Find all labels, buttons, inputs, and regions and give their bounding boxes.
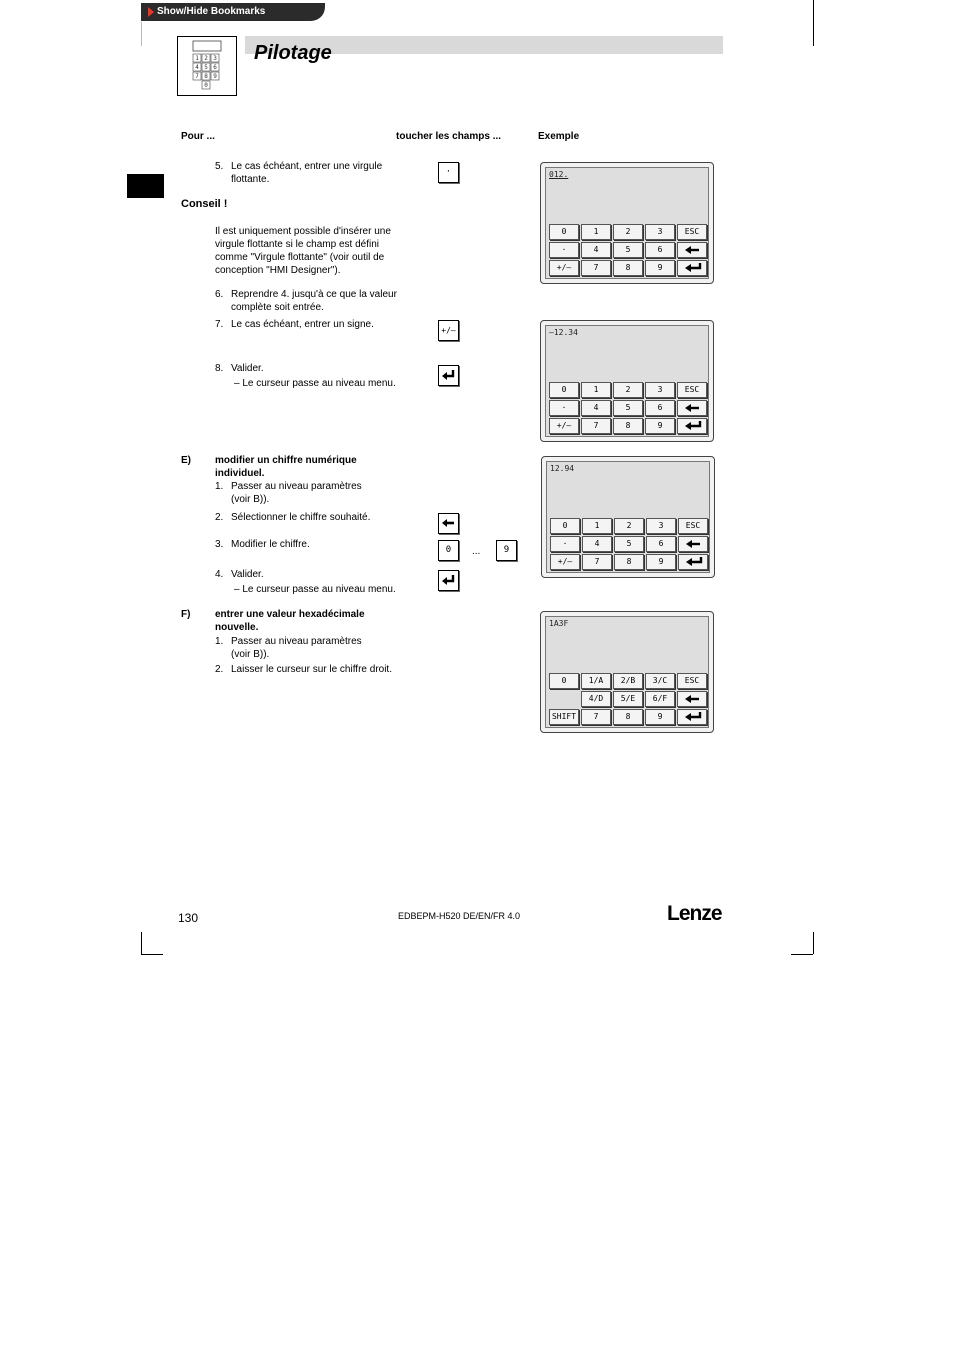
crop-mark	[813, 932, 814, 954]
step-number: 2.	[215, 664, 224, 675]
example-screen-2	[540, 320, 714, 442]
key-0[interactable]: 0	[549, 673, 579, 689]
display-value: 1A3F	[549, 619, 569, 628]
step-subtext: – Le curseur passe au niveau menu.	[234, 584, 396, 595]
key-6-f[interactable]: 6/F	[645, 691, 675, 707]
display-value: –12.34	[549, 328, 578, 337]
enter-icon	[441, 369, 456, 381]
conseil-text: conception "HMI Designer").	[215, 265, 341, 276]
enter-key[interactable]	[438, 570, 459, 591]
sign-key[interactable]: +/–	[438, 320, 459, 341]
key-7[interactable]: 7	[581, 260, 611, 276]
step-text: Valider.	[231, 569, 264, 580]
arrow-left-icon	[685, 539, 701, 549]
arrow-left-icon	[684, 694, 700, 704]
step-number: 3.	[215, 539, 224, 550]
conseil-text: comme "Virgule flottante" (voir outil de	[215, 252, 385, 263]
key-decimal[interactable]: ·	[549, 400, 579, 416]
step-number: 4.	[215, 569, 224, 580]
step-text: (voir B)).	[231, 494, 270, 505]
step-text: Passer au niveau paramètres	[231, 481, 362, 492]
example-screen-1	[540, 162, 714, 284]
key-5-e[interactable]: 5/E	[613, 691, 643, 707]
step-text: Laisser le curseur sur le chiffre droit.	[231, 664, 392, 675]
step-text: Reprendre 4. jusqu'à ce que la valeur	[231, 289, 397, 300]
crop-mark	[141, 954, 163, 955]
digit-9-key[interactable]: 9	[496, 540, 517, 561]
document-id: EDBEPM-H520 DE/EN/FR 4.0	[398, 911, 521, 921]
triangle-right-icon	[148, 7, 154, 17]
section-title: entrer une valeur hexadécimale	[215, 609, 365, 620]
display-value: 012.	[549, 170, 569, 179]
key-7[interactable]: 7	[581, 418, 611, 434]
key-backspace[interactable]	[677, 400, 707, 416]
enter-icon	[441, 574, 456, 586]
key-8[interactable]: 8	[613, 418, 643, 434]
section-title: modifier un chiffre numérique	[215, 455, 357, 466]
key-0[interactable]: 0	[550, 518, 580, 534]
key-4-d[interactable]: 4/D	[581, 691, 611, 707]
key-4[interactable]: 4	[581, 242, 611, 258]
display-value: 12.94	[550, 464, 575, 473]
key-8[interactable]: 8	[613, 260, 643, 276]
svg-text:0: 0	[204, 82, 208, 89]
key-5[interactable]: 5	[614, 536, 644, 552]
step-number: 2.	[215, 512, 224, 523]
key-esc[interactable]: ESC	[677, 673, 707, 689]
key-backspace[interactable]	[678, 536, 708, 552]
keypad-icon	[177, 36, 237, 96]
step-number: 1.	[215, 481, 224, 492]
step-text: flottante.	[231, 174, 270, 185]
key-sign[interactable]: +/–	[549, 260, 579, 276]
step-number: 8.	[215, 363, 224, 374]
key-0[interactable]: 0	[549, 382, 579, 398]
page-number: 130	[178, 911, 199, 925]
crop-mark	[141, 932, 142, 954]
decimal-point-key[interactable]: ·	[438, 162, 459, 183]
step-text: Passer au niveau paramètres	[231, 636, 362, 647]
key-decimal[interactable]: ·	[550, 536, 580, 552]
enter-icon	[685, 557, 703, 567]
digit-0-key[interactable]: 0	[438, 540, 459, 561]
step-text: Valider.	[231, 363, 264, 374]
arrow-left-icon	[441, 517, 456, 529]
bookmark-label: Show/Hide Bookmarks	[157, 6, 266, 17]
key-9[interactable]: 9	[645, 418, 675, 434]
lenze-logo: Lenze	[667, 902, 722, 925]
section-label: F)	[181, 609, 191, 620]
key-3-c[interactable]: 3/C	[645, 673, 675, 689]
enter-key[interactable]	[438, 365, 459, 386]
key-esc[interactable]: ESC	[677, 382, 707, 398]
chapter-marker	[127, 174, 164, 198]
step-text: Le cas échéant, entrer une virgule	[231, 161, 383, 172]
step-number: 7.	[215, 319, 224, 330]
crop-mark	[141, 22, 142, 46]
key-2[interactable]: 2	[613, 224, 643, 240]
key-enter[interactable]	[677, 709, 707, 725]
example-screen-3	[541, 456, 715, 578]
page-title: Pilotage	[254, 42, 332, 64]
arrow-left-icon	[684, 245, 700, 255]
step-number: 5.	[215, 161, 224, 172]
example-screen-4	[540, 611, 714, 733]
section-label: E)	[181, 455, 191, 466]
section-title: individuel.	[215, 468, 265, 479]
key-sign[interactable]: +/–	[549, 418, 579, 434]
svg-text:5: 5	[204, 64, 208, 71]
step-text: Modifier le chiffre.	[231, 539, 310, 550]
key-enter[interactable]	[677, 260, 707, 276]
key-sign[interactable]: +/–	[550, 554, 580, 570]
step-text: (voir B)).	[231, 649, 270, 660]
column-header-toucher: toucher les champs ...	[396, 131, 502, 142]
column-header-exemple: Exemple	[538, 131, 580, 142]
key-6[interactable]: 6	[645, 400, 675, 416]
crop-mark	[813, 0, 814, 46]
step-text: Le cas échéant, entrer un signe.	[231, 319, 374, 330]
key-6[interactable]: 6	[645, 242, 675, 258]
cursor-left-key[interactable]	[438, 513, 459, 534]
key-1[interactable]: 1	[582, 518, 612, 534]
key-backspace[interactable]	[677, 242, 707, 258]
enter-icon	[684, 421, 702, 431]
key-2[interactable]: 2	[613, 382, 643, 398]
key-9[interactable]: 9	[646, 554, 676, 570]
key-5[interactable]: 5	[613, 400, 643, 416]
svg-text:3: 3	[213, 55, 217, 62]
enter-icon	[684, 263, 702, 273]
key-7[interactable]: 7	[581, 709, 611, 725]
conseil-text: virgule flottante si le champ est défini	[215, 239, 379, 250]
step-number: 1.	[215, 636, 224, 647]
key-esc[interactable]: ESC	[677, 224, 707, 240]
svg-text:6: 6	[213, 64, 217, 71]
column-header-pour: Pour ...	[181, 131, 215, 142]
key-5[interactable]: 5	[613, 242, 643, 258]
show-hide-bookmarks-button[interactable]	[141, 3, 325, 21]
key-7[interactable]: 7	[582, 554, 612, 570]
key-4[interactable]: 4	[582, 536, 612, 552]
key-2-b[interactable]: 2/B	[613, 673, 643, 689]
step-text: complète soit entrée.	[231, 302, 324, 313]
key-3[interactable]: 3	[645, 224, 675, 240]
section-title: nouvelle.	[215, 622, 259, 633]
key-1-a[interactable]: 1/A	[581, 673, 611, 689]
key-2[interactable]: 2	[614, 518, 644, 534]
key-3[interactable]: 3	[645, 382, 675, 398]
key-4[interactable]: 4	[581, 400, 611, 416]
key-6[interactable]: 6	[646, 536, 676, 552]
key-9[interactable]: 9	[645, 260, 675, 276]
key-1[interactable]: 1	[581, 224, 611, 240]
ellipsis: ...	[472, 546, 481, 557]
arrow-left-icon	[684, 403, 700, 413]
svg-text:1: 1	[195, 55, 199, 62]
conseil-text: Il est uniquement possible d'insérer une	[215, 226, 391, 237]
svg-text:8: 8	[204, 73, 208, 80]
key-3[interactable]: 3	[646, 518, 676, 534]
key-9[interactable]: 9	[645, 709, 675, 725]
crop-mark	[791, 954, 813, 955]
step-number: 6.	[215, 289, 224, 300]
svg-text:9: 9	[213, 73, 217, 80]
key-1[interactable]: 1	[581, 382, 611, 398]
key-8[interactable]: 8	[613, 709, 643, 725]
svg-text:4: 4	[195, 64, 199, 71]
key-backspace[interactable]	[677, 691, 707, 707]
key-decimal[interactable]: ·	[549, 242, 579, 258]
step-text: Sélectionner le chiffre souhaité.	[231, 512, 371, 523]
key-8[interactable]: 8	[614, 554, 644, 570]
svg-text:2: 2	[204, 55, 208, 62]
conseil-heading: Conseil !	[181, 198, 228, 210]
key-enter[interactable]	[678, 554, 708, 570]
key-shift[interactable]: SHIFT	[549, 709, 579, 725]
key-esc[interactable]: ESC	[678, 518, 708, 534]
svg-text:7: 7	[195, 73, 199, 80]
enter-icon	[684, 712, 702, 722]
key-0[interactable]: 0	[549, 224, 579, 240]
key-enter[interactable]	[677, 418, 707, 434]
step-subtext: – Le curseur passe au niveau menu.	[234, 378, 396, 389]
